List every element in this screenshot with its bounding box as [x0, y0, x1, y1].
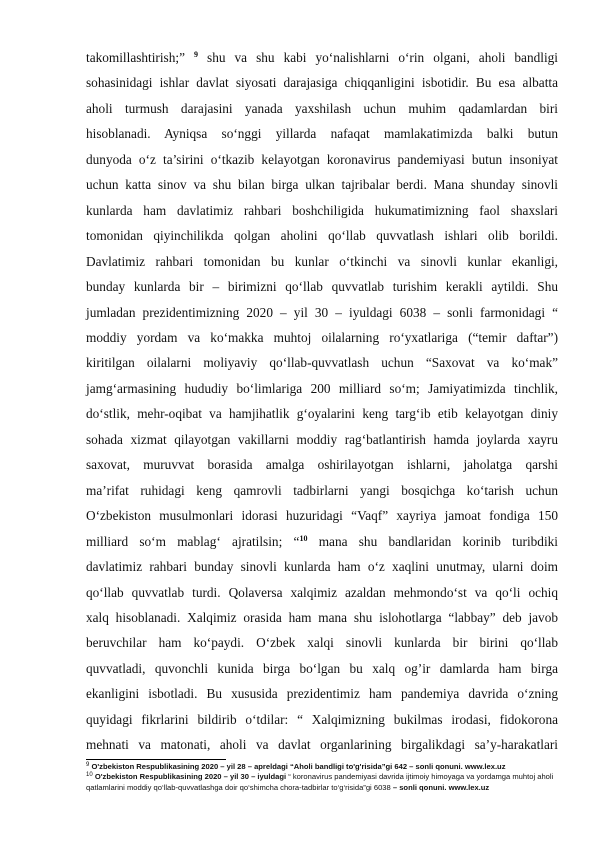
- text-line: mehnati va matonati, aholi va davlat organlarining birgalikdagi sa’y-harakatlari: [86, 737, 558, 753]
- text-line: hisoblanadi. Ayniqsa so‘nggi yillarda nafaqat mamlakatimizda balki butun: [86, 126, 558, 142]
- document-page: [86, 45, 558, 793]
- text-line: xalq hisoblanadi. Xalqimiz orasida ham mana shu islohotlarga “labbay” deb javob: [86, 609, 558, 625]
- text-line: dunyoda o‘z ta’sirini o‘tkazib kelayotgan koronavirus pandemiyasi butun insoniyat: [86, 151, 558, 167]
- text-line: sohada xizmat qilayotgan vakillarni moddiy rag‘batlantirish hamda joylarda xayru: [86, 431, 558, 447]
- footnote-divider: [86, 759, 226, 760]
- text-line: kunlarda ham davlatimiz rahbari boshchiligida hukumatimizning faol shaxslari: [86, 202, 558, 218]
- text-line: tomonidan qiyinchilikda qolgan aholini qo‘llab quvvatlash ishlari olib borildi.: [86, 228, 558, 244]
- text-line: O‘zbekiston musulmonlari idorasi huzuridagi “Vaqf” xayriya jamoat fondiga 150: [86, 508, 558, 524]
- text-line: ekanligini isbotladi. Bu xususida prezidentimiz ham pandemiya davrida o‘zning: [86, 686, 558, 702]
- text-line: milliard so‘m mablag‘ ajratilsin; “$^{10}$ mana shu bandlaridan korinib turibdiki: [86, 533, 558, 549]
- text-line: quyidagi fikrlarini bildirib o‘tdilar: “ Xalqimizning bukilmas irodasi, fidokorona: [86, 711, 558, 727]
- footnotes: [86, 762, 558, 794]
- text-line: sohasinidagi ishlar davlat siyosati darajasiga chiqqanligini isbotidir. Bu esa albatta: [86, 75, 558, 91]
- text-line: uchun katta sinov va shu bilan birga ulkan tajribalar berdi. Mana shunday sinovli: [86, 177, 558, 193]
- footnote-10: $^{10}$ O'zbekiston Respublikasining 2020 – yil 30 – iyuldagi “ koronavirus pandemiyasi davrida ijtimoiy himoyaga va yordamga muhtoj aholi qatlamlarini moddiy qo‘llab-quvvatlashga doir qo‘shimcha chora-tadbirlar to‘g‘risida”gi 6038 – sonli qonuni. www.lex.uz: [86, 772, 554, 792]
- footnote-9: $^9$ O'zbekiston Respublikasining 2020 – yil 28 – apreldagi “Aholi bandligi to'g'risida”gi 642 – sonli qonuni. www.lex.uz: [86, 761, 506, 771]
- text-line: davlatimiz rahbari bunday sinovli kunlarda ham o‘z xaqlini unutmay, ularni doim: [86, 559, 558, 575]
- body-text: [86, 45, 558, 758]
- text-line: takomillashtirish;” $^9$ shu va shu kabi yo‘nalishlarni o‘rin olgani, aholi bandligi: [86, 50, 558, 65]
- text-line: beruvchilar ham ko‘paydi. O‘zbek xalqi sinovli kunlarda bir birini qo‘llab: [86, 635, 558, 651]
- text-line: moddiy yordam va ko‘makka muhtoj oilalarning ro‘yxatlariga (“temir daftar”): [86, 329, 558, 345]
- text-line: Davlatimiz rahbari tomonidan bu kunlar o‘tkinchi va sinovli kunlar ekanligi,: [86, 253, 558, 269]
- footnote-ref-10[interactable]: 10: [299, 533, 308, 543]
- footnote-link[interactable]: www.lex.uz: [448, 782, 490, 792]
- text-line: kiritilgan oilalarni moliyaviy qo‘llab-quvvatlash uchun “Saxovat va ko‘mak”: [86, 355, 558, 371]
- text-line: qo‘llab quvvatlab turdi. Qolaversa xalqimiz azaldan mehmondo‘st va qo‘li ochiq: [86, 584, 558, 600]
- text-line: aholi turmush darajasini yanada yaxshilash uchun muhim qadamlardan biri: [86, 100, 558, 116]
- text-line: ma’rifat ruhidagi keng qamrovli tadbirlarni yangi bosqichga ko‘tarish uchun: [86, 482, 558, 498]
- footnote-ref-9[interactable]: 9: [194, 50, 198, 59]
- text-line: jamg‘armasining hududiy bo‘limlariga 200 milliard so‘m; Jamiyatimizda tinchlik,: [86, 380, 558, 396]
- text-line: quvvatladi, quvonchli kunida birga bo‘lgan bu xalq og’ir damlarda ham birga: [86, 660, 558, 676]
- text-line: jumladan prezidentimizning 2020 – yil 30 – iyuldagi 6038 – sonli farmonidagi “: [86, 304, 558, 320]
- text-line: saxovat, muruvvat borasida amalga oshirilayotgan ishlarni, jaholatga qarshi: [86, 457, 558, 473]
- text-line: do‘stlik, mehr-oqibat va hamjihatlik g‘oyalarini keng targ‘ib etib kelayotgan diniy: [86, 406, 558, 422]
- text-line: bunday kunlarda bir – birimizni qo‘llab quvvatlab turishim kerakli aytildi. Shu: [86, 279, 558, 295]
